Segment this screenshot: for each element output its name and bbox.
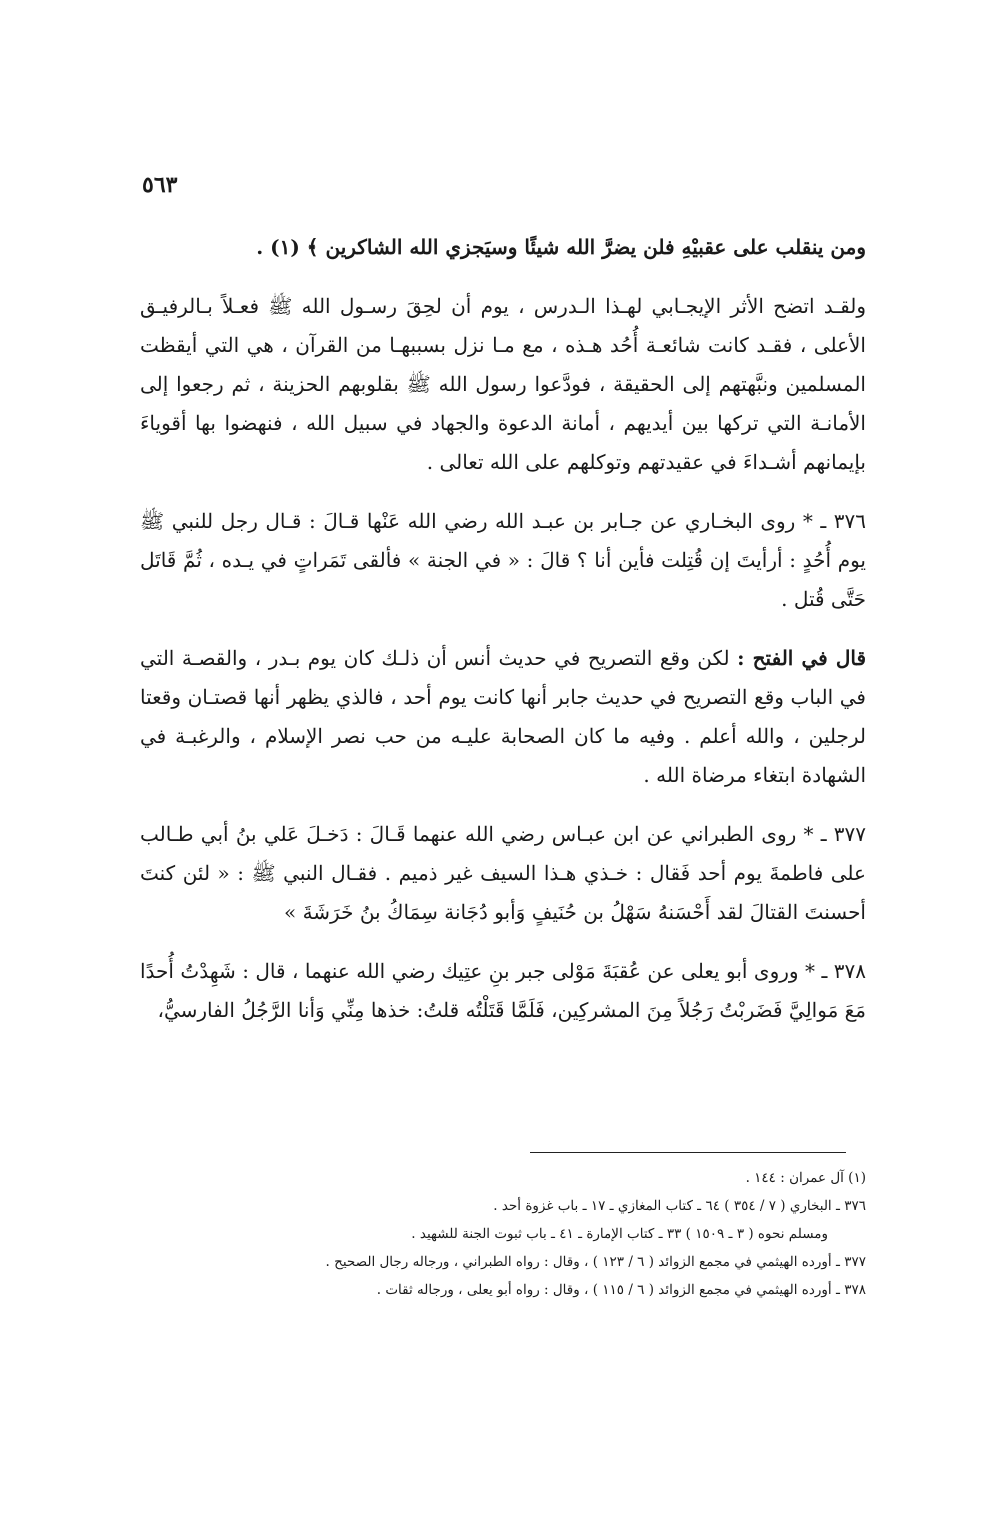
main-text xyxy=(140,228,866,1050)
footnote-376-muslim: ومسلم نحوه ( ٣ ـ ١٥٠٩ ) ٣٣ ـ كتاب الإمارة ـ ٤١ ـ باب ثبوت الجنة للشهيد . xyxy=(411,1226,828,1242)
quran-verse-ending: ومن ينقلب على عقبيْهِ فلن يضرَّ الله شيئًا وسيَجزي الله الشاكرين ﴾ (١) . xyxy=(256,235,866,259)
footnote-377: ٣٧٧ ـ أورده الهيثمي في مجمع الزوائد ( ٦ / ١٢٣ ) ، وقال : رواه الطبراني ، ورجاله رجال الصحيح . xyxy=(325,1254,866,1270)
hadith-376: ٣٧٦ ـ * روى البخـاري عن جـابر بن عبـد الله رضي الله عَنْها قـالَ : قـال رجل للنبي ﷺ يوم أُحُدٍ : أرأيتَ إن قُتِلت فأين أنا ؟ قالَ : « في الجنة » فألقى تَمَراتٍ في يـده ، ثُمَّ قَاتَل حَتَّى قُتل . xyxy=(140,509,866,611)
hadith-378: ٣٧٨ ـ * وروى أبو يعلى عن عُقبَةَ مَوْلى جبر بنِ عتِيك رضي الله عنهما ، قال : شَهِدْتُ أُحدًا مَعَ مَوالِيَّ فَضَربْتُ رَجُلاً مِنَ المشركِين، فَلَمَّا قَتَلْتُه قلتُ: خذها مِنِّي وَأنا الرَّجُلُ الفارسيُّ، xyxy=(140,959,866,1022)
footnote-1: (١) آل عمران : ١٤٤ . xyxy=(745,1170,866,1186)
page-number: ٥٦٣ xyxy=(142,172,178,198)
fath-text: لكن وقع التصريح في حديث أنس أن ذلـك كان يوم بـدر ، والقصـة التي في الباب وقع التصريح في حديث جابر أنها كانت يوم أحد ، فالذي يظهر أنها قصتـان وقعتا لرجلين ، والله أعلم . وفيه ما كان الصحابة عليـه من حب نصر الإسلام ، والرغبـة في الشهادة ابتغاء مرضاة الله . xyxy=(140,646,866,787)
footnote-divider xyxy=(530,1152,846,1153)
fath-label: قال في الفتح : xyxy=(737,646,867,670)
lesson-paragraph: ولقـد اتضح الأثر الإيجـابي لهـذا الـدرس ، يوم أن لحِقَ رسـول الله ﷺ فعـلاً بـالرفيـق الأعلى ، فقـد كانت شائعـة أُحُد هـذه ، مع مـا نزل بسببهـا من القرآن ، هي التي أيقظت المسلمين ونبَّهتهم إلى الحقيقة ، فودَّعوا رسول الله ﷺ بقلوبهم الحزينة ، ثم رجعوا إلى الأمانـة التي تركها بين أيديهم ، أمانة الدعوة والجهاد في سبيل الله ، فنهضوا بها أقوياءَ بإيمانهم أشـداءَ في عقيدتهم وتوكلهم على الله تعالى . xyxy=(140,294,866,474)
fath-commentary xyxy=(140,639,866,795)
footnotes xyxy=(140,1164,866,1304)
footnote-378: ٣٧٨ ـ أورده الهيثمي في مجمع الزوائد ( ٦ / ١١٥ ) ، وقال : رواه أبو يعلى ، ورجاله ثقات . xyxy=(376,1282,866,1298)
hadith-377: ٣٧٧ ـ * روى الطبراني عن ابن عبـاس رضي الله عنهما قَـالَ : دَخـلَ عَلي بنُ أبي طـالب على فاطمةَ يوم أحد فَقال : خـذي هـذا السيف غير ذميم . فقـال النبي ﷺ : « لئن كنتَ أحسنتَ القتالَ لقد أَحْسَنهُ سَهْلُ بن حُنَيفٍ وَأبو دُجَانة سِمَاكُ بنُ خَرَشَةَ » xyxy=(140,822,866,924)
footnote-376: ٣٧٦ ـ البخاري ( ٧ / ٣٥٤ ) ٦٤ ـ كتاب المغازي ـ ١٧ ـ باب غزوة أحد . xyxy=(493,1198,866,1214)
